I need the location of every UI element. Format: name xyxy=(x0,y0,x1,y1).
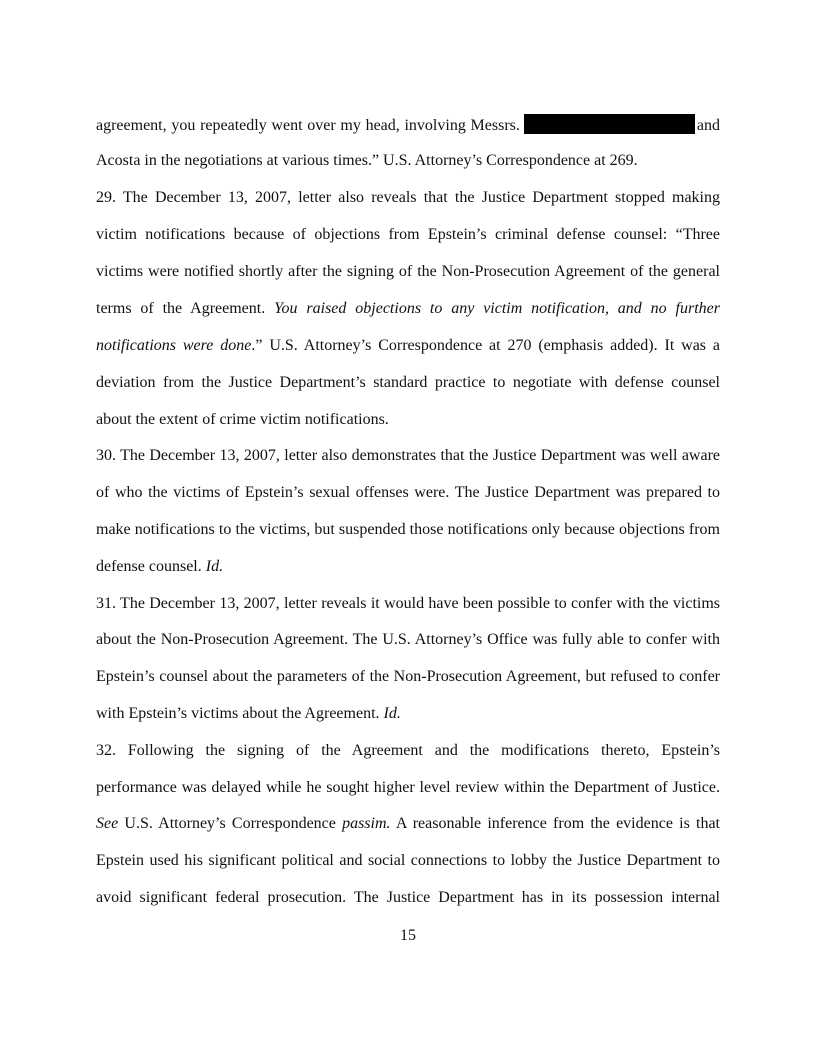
line-text: make notifications to the victims, but suspended those notifications only because objections from xyxy=(96,521,720,538)
line-text: 31. The December 13, 2007, letter reveals it would have been possible to confer with the victims xyxy=(96,595,720,612)
line-text: U.S. Attorney’s Correspondence xyxy=(118,815,343,832)
line-text: Epstein’s counsel about the parameters of the Non-Prosecution Agreement, but refused to confer xyxy=(96,668,720,685)
text-line xyxy=(96,593,720,615)
text-line xyxy=(96,298,720,320)
text-line xyxy=(96,703,720,725)
line-text: defense counsel. xyxy=(96,558,206,575)
italic-text: See xyxy=(96,815,119,832)
text-line xyxy=(96,850,720,872)
line-text: agreement, you repeatedly went over my head, involving Messrs. xyxy=(96,117,520,134)
italic-text: Id. xyxy=(383,705,401,722)
line-text: about the Non-Prosecution Agreement. The U.S. Attorney’s Office was fully able to confer with xyxy=(96,631,720,648)
line-text: 29. The December 13, 2007, letter also reveals that the Justice Department stopped making xyxy=(96,189,720,206)
text-line xyxy=(96,887,720,909)
text-line xyxy=(96,261,720,283)
line-text: of who the victims of Epstein’s sexual offenses were. The Justice Department was prepared to xyxy=(96,484,720,501)
line-text: Epstein used his significant political and social connections to lobby the Justice Department to xyxy=(96,852,720,869)
line-text: Acosta in the negotiations at various times.” U.S. Attorney’s Correspondence at 269. xyxy=(96,152,638,169)
line-text: about the extent of crime victim notifications. xyxy=(96,411,389,428)
italic-text: notifications were done xyxy=(96,337,252,354)
text-line xyxy=(96,666,720,688)
text-line xyxy=(96,150,720,172)
line-text: victim notifications because of objections from Epstein’s criminal defense counsel: “Three xyxy=(96,226,720,243)
line-text: A reasonable inference from the evidence is that xyxy=(390,815,720,832)
line-text: 30. The December 13, 2007, letter also demonstrates that the Justice Department was well aware xyxy=(96,447,720,464)
line-text: performance was delayed while he sought higher level review within the Department of Justice. xyxy=(96,779,720,796)
page-number: 15 xyxy=(400,927,416,944)
italic-text: Id. xyxy=(205,558,224,575)
text-line xyxy=(96,777,720,799)
line-text: avoid significant federal prosecution. The Justice Department has in its possession internal xyxy=(96,889,720,906)
italic-text: passim. xyxy=(342,815,391,832)
line-text: victims were notified shortly after the signing of the Non-Prosecution Agreement of the general xyxy=(96,263,720,280)
text-line xyxy=(96,409,720,431)
text-line xyxy=(96,114,720,136)
line-text: terms of the Agreement. xyxy=(96,300,275,317)
text-line xyxy=(96,482,720,504)
line-text: with Epstein’s victims about the Agreement. xyxy=(96,705,384,722)
text-line xyxy=(96,224,720,246)
line-text: and xyxy=(696,117,720,134)
text-line xyxy=(96,813,720,835)
text-line xyxy=(96,519,720,541)
line-text: deviation from the Justice Department’s standard practice to negotiate with defense counsel xyxy=(96,374,720,391)
text-line xyxy=(96,372,720,394)
text-line xyxy=(96,556,720,578)
text-line xyxy=(96,187,720,209)
line-text: 32. Following the signing of the Agreement and the modifications thereto, Epstein’s xyxy=(96,742,720,759)
text-line xyxy=(96,335,720,357)
text-line xyxy=(96,740,720,762)
redaction-bar xyxy=(524,114,695,134)
text-line xyxy=(96,629,720,651)
line-text: .” U.S. Attorney’s Correspondence at 270 (emphasis added). It was a xyxy=(251,337,720,354)
italic-text: You raised objections to any victim notification, and no further xyxy=(274,300,720,317)
text-line xyxy=(96,445,720,467)
